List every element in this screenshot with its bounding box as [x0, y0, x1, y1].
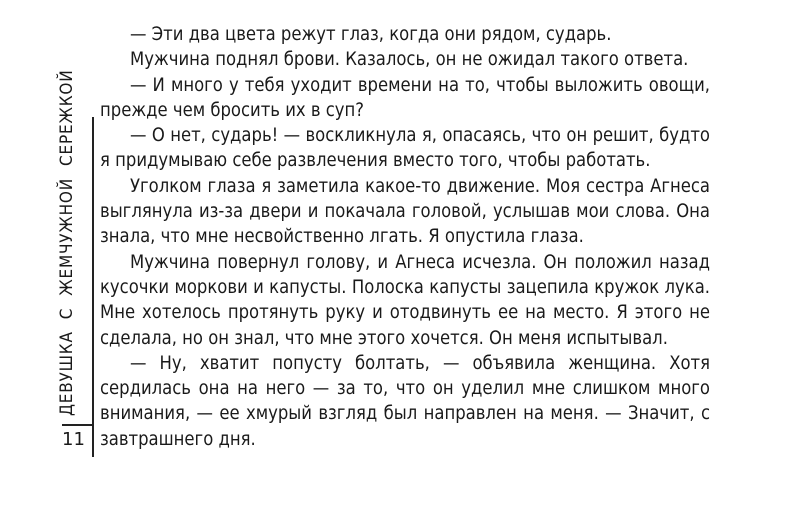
paragraph: — И много у тебя уходит времени на то, чтобы выложить овощи, прежде чем бросить их в суп?: [100, 74, 710, 121]
paragraph: — О нет, сударь! — воскликнула я, опасаясь, что он решит, будто я придумываю себе развлечения вместо того, чтобы работать.: [100, 125, 710, 172]
body-text: [100, 22, 710, 452]
paragraph: Уголком глаза я заметила какое-то движение. Моя сестра Агнеса выглянула из-за двери и покачала головой, услышав мои слова. Она знала, что мне несвойственно лгать. Я опустила глаза.: [100, 175, 710, 248]
page-number: 11: [62, 429, 85, 450]
running-title-word: ЖЕМЧУЖНОЙ: [57, 177, 77, 296]
margin-rule: [92, 117, 94, 457]
running-title: [54, 69, 80, 416]
folio-rule: [62, 424, 93, 426]
running-title-word: ДЕВУШКА: [57, 331, 77, 416]
paragraph: Мужчина поднял брови. Казалось, он не ожидал такого ответа.: [130, 49, 689, 71]
paragraph: — Эти два цвета режут глаз, когда они рядом, сударь.: [130, 24, 612, 45]
running-title-word: СЕРЕЖКОЙ: [57, 69, 77, 166]
paragraph: Мужчина повернул голову, и Агнеса исчезла. Он положил назад кусочки моркови и капусты. Полоска капусты зацепила кружок лука. Мне хотелось протянуть руку и отодвинуть ее на место. Я этого не сделала, но он знал, что мне этого хочется. Он меня испытывал.: [100, 251, 710, 349]
paragraph: — Ну, хватит попусту болтать, — объявила женщина. Хотя сердилась она на него — за то, что он уделил мне слишком много внимания, — ее хмурый взгляд был направлен на меня. — Значит, с завтрашнего дня.: [100, 352, 710, 450]
running-title-word: С: [57, 307, 77, 320]
